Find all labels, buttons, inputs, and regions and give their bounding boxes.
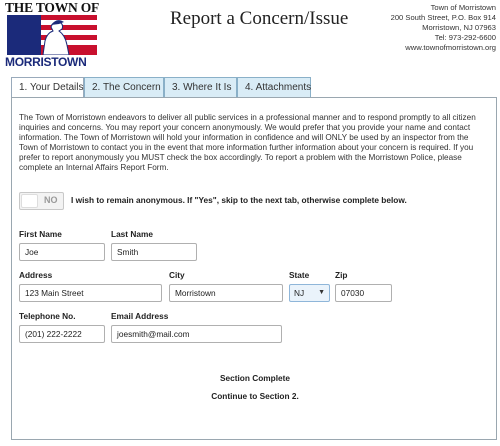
address-line: Tel: 973-292-6600 [434, 33, 496, 42]
address-link[interactable]: www.townofmorristown.org [405, 43, 496, 52]
address-line: Town of Morristown [430, 3, 496, 12]
anonymous-label: I wish to remain anonymous. If "Yes", skip to the next tab, otherwise complete below. [71, 195, 407, 205]
page-title: Report a Concern/Issue [170, 8, 349, 29]
address-label: Address [19, 270, 53, 280]
last-name-input[interactable]: Smith [111, 243, 197, 261]
tab-your-details[interactable]: 1. Your Details [11, 77, 84, 98]
state-label: State [289, 270, 310, 280]
phone-label: Telephone No. [19, 311, 76, 321]
logo-flag-graphic [7, 15, 97, 55]
section-tabs [11, 77, 311, 97]
toggle-state-label: NO [44, 195, 58, 205]
tab-the-concern[interactable]: 2. The Concern [84, 77, 164, 97]
toggle-knob [21, 194, 38, 208]
address-line: 200 South Street, P.O. Box 914 [390, 13, 496, 22]
phone-input[interactable]: (201) 222-2222 [19, 325, 105, 343]
address-line: Morristown, NJ 07963 [422, 23, 496, 32]
section-complete-text: Section Complete [219, 373, 291, 383]
address-input[interactable]: 123 Main Street [19, 284, 162, 302]
town-logo [5, 0, 99, 70]
state-select[interactable] [289, 284, 330, 302]
continue-text: Continue to Section 2. [211, 391, 299, 401]
tab-attachments[interactable]: 4. Attachments [237, 77, 311, 97]
email-label: Email Address [111, 311, 169, 321]
logo-bottom-text: MORRISTOWN [5, 55, 87, 69]
city-input[interactable]: Morristown [169, 284, 283, 302]
first-name-input[interactable]: Joe [19, 243, 105, 261]
chevron-down-icon: ▼ [318, 289, 325, 296]
first-name-label: First Name [19, 229, 62, 239]
email-input[interactable]: joesmith@mail.com [111, 325, 282, 343]
zip-input[interactable]: 07030 [335, 284, 392, 302]
last-name-label: Last Name [111, 229, 153, 239]
state-selected-value: NJ [294, 288, 305, 298]
town-address [391, 3, 496, 53]
intro-text: The Town of Morristown endeavors to deliver all public services in a professional manner and to respond promptly to all citizen inquiries and concerns. You may report your concern anonymously. We would prefer that you provide your name and contact information. The Town of Morristown will hold your information in confidence and will ONLY be used by an inspector from the Town of Morristown to contact you in the event that more information further information about your concern is required. If you prefer to report anonymously you MUST check the box accordingly. To report a problem with the Morristown Police, please complete an Internal Affairs Report Form. [19, 113, 476, 172]
anonymous-toggle[interactable] [19, 192, 64, 210]
tab-where-it-is[interactable]: 3. Where It Is [164, 77, 237, 97]
zip-label: Zip [335, 270, 348, 280]
details-panel [11, 97, 497, 440]
city-label: City [169, 270, 185, 280]
logo-top-text: THE TOWN OF [5, 0, 100, 15]
